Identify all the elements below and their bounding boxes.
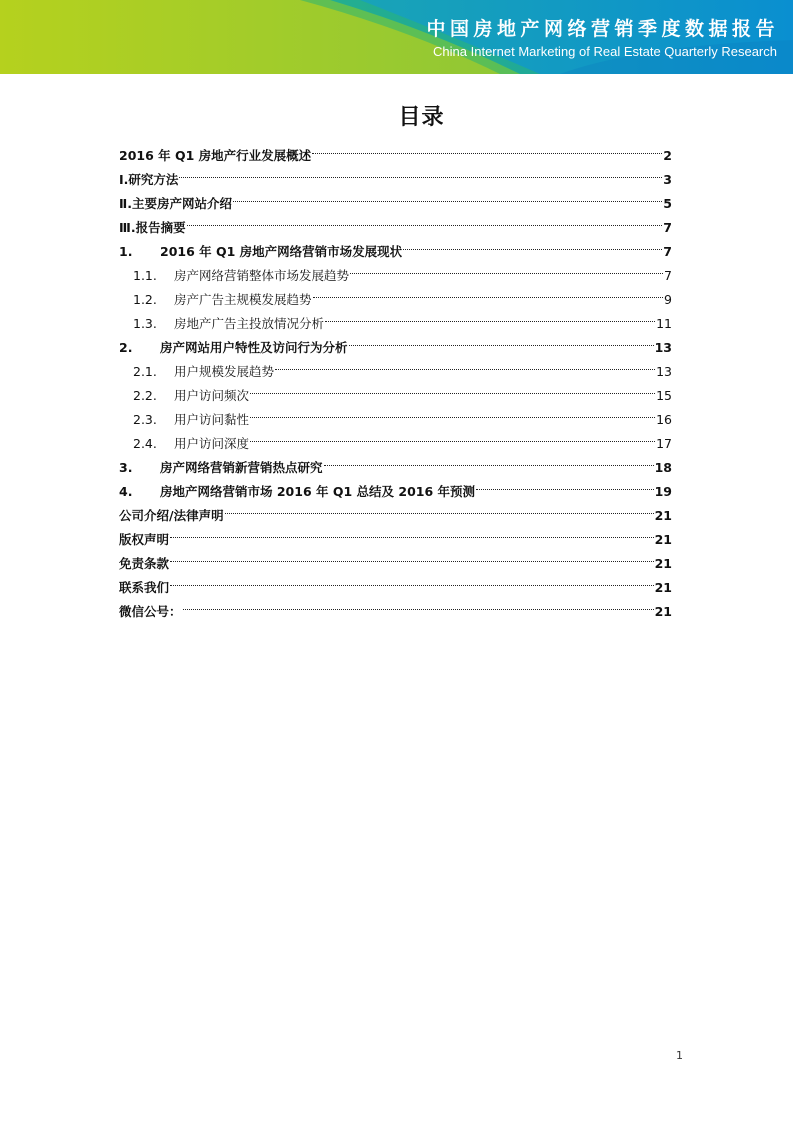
toc-entry-page: 11 <box>656 316 672 331</box>
toc-entry[interactable] <box>119 232 672 259</box>
toc-entry[interactable] <box>119 520 672 547</box>
toc-entry-page: 13 <box>656 364 672 379</box>
toc-dot-leader <box>275 352 655 376</box>
toc-entry-title: Ⅰ.研究方法 <box>119 172 179 187</box>
toc-entry-title: 免责条款 <box>119 556 170 571</box>
toc-entry-title: 用户访问频次 <box>174 388 250 403</box>
toc-entry-title: 房产网站用户特性及访问行为分析 <box>160 340 348 355</box>
toc-dot-leader <box>250 376 655 400</box>
toc-entry-page: 9 <box>664 292 672 307</box>
toc-entry-number: 1.1. <box>133 268 157 283</box>
toc-dot-leader <box>476 472 654 496</box>
toc-entry-number: 2.3. <box>133 412 157 427</box>
toc-entry-title: 房地产广告主投放情况分析 <box>174 316 325 331</box>
toc-entry-number: 1. <box>119 244 133 259</box>
toc-entry-page: 21 <box>654 556 672 571</box>
toc-entry-title: 版权声明 <box>119 532 170 547</box>
toc-entry-page: 3 <box>663 172 672 187</box>
toc-entry-page: 13 <box>654 340 672 355</box>
toc-entry-page: 19 <box>654 484 672 499</box>
toc-entry-title: 微信公号： <box>119 604 182 619</box>
toc-entry-title: 公司介绍/法律声明 <box>119 508 224 523</box>
toc-entry-title: 2016 年 Q1 房地产网络营销市场发展现状 <box>160 244 403 259</box>
toc-entry-title: 2016 年 Q1 房地产行业发展概述 <box>119 148 312 163</box>
toc-entry-title: 联系我们 <box>119 580 170 595</box>
report-title: 中国房地产网络营销季度数据报告 <box>426 18 779 40</box>
toc-dot-leader <box>225 496 654 520</box>
toc-entry-title: 用户规模发展趋势 <box>174 364 275 379</box>
toc-dot-leader <box>250 424 655 448</box>
toc-entry-page: 17 <box>656 436 672 451</box>
toc-entry-number: 2.1. <box>133 364 157 379</box>
toc-entry-number: 1.3. <box>133 316 157 331</box>
toc-entry[interactable] <box>119 568 672 595</box>
header-banner <box>0 0 793 74</box>
toc-dot-leader <box>170 568 654 592</box>
toc-entry-page: 18 <box>654 460 672 475</box>
toc-entry-page: 21 <box>654 604 672 619</box>
toc-entry-number: 1.2. <box>133 292 157 307</box>
toc-dot-leader <box>250 400 655 424</box>
toc-entry-page: 16 <box>656 412 672 427</box>
toc-entry-number: 4. <box>119 484 133 499</box>
toc-entry-title: 房产网络营销整体市场发展趋势 <box>174 268 350 283</box>
toc-entry-page: 7 <box>664 268 672 283</box>
toc-dot-leader <box>325 304 655 328</box>
toc-dot-leader <box>179 160 662 184</box>
toc-dot-leader <box>312 136 662 160</box>
toc-dot-leader <box>170 520 654 544</box>
toc-entry[interactable] <box>119 136 672 163</box>
toc-entry-title: 用户访问深度 <box>174 436 250 451</box>
toc-dot-leader <box>350 256 663 280</box>
toc-entry-number: 2.2. <box>133 388 157 403</box>
toc-dot-leader <box>324 448 654 472</box>
toc-entry-page: 7 <box>663 220 672 235</box>
toc-entry-page: 21 <box>654 508 672 523</box>
toc-entry-page: 7 <box>663 244 672 259</box>
toc-dot-leader <box>403 232 662 256</box>
toc-entry-title: 房地产网络营销市场 2016 年 Q1 总结及 2016 年预测 <box>160 484 476 499</box>
table-of-contents <box>119 136 672 619</box>
toc-dot-leader <box>187 208 663 232</box>
page-number: 1 <box>676 1049 683 1062</box>
toc-heading: 目录 <box>398 105 445 130</box>
toc-dot-leader <box>183 592 654 616</box>
toc-entry-title: 房产网络营销新营销热点研究 <box>160 460 323 475</box>
toc-dot-leader <box>170 544 654 568</box>
toc-entry[interactable] <box>119 208 672 235</box>
toc-dot-leader <box>349 328 654 352</box>
toc-entry-page: 21 <box>654 532 672 547</box>
toc-entry-page: 2 <box>663 148 672 163</box>
toc-entry-title: Ⅲ.报告摘要 <box>119 220 186 235</box>
toc-entry-title: Ⅱ.主要房产网站介绍 <box>119 196 232 211</box>
toc-entry[interactable] <box>119 592 672 619</box>
toc-dot-leader <box>233 184 662 208</box>
toc-entry[interactable] <box>119 184 672 211</box>
toc-dot-leader <box>313 280 664 304</box>
toc-entry-title: 房产广告主规模发展趋势 <box>174 292 312 307</box>
toc-entry-page: 5 <box>663 196 672 211</box>
toc-entry-title: 用户访问黏性 <box>174 412 250 427</box>
toc-entry-number: 2.4. <box>133 436 157 451</box>
toc-entry[interactable] <box>119 544 672 571</box>
toc-entry-number: 2. <box>119 340 133 355</box>
report-subtitle: China Internet Marketing of Real Estate Quarterly Research <box>433 44 777 59</box>
toc-entry-number: 3. <box>119 460 133 475</box>
toc-entry[interactable] <box>119 160 672 187</box>
toc-entry-page: 21 <box>654 580 672 595</box>
toc-entry-page: 15 <box>656 388 672 403</box>
